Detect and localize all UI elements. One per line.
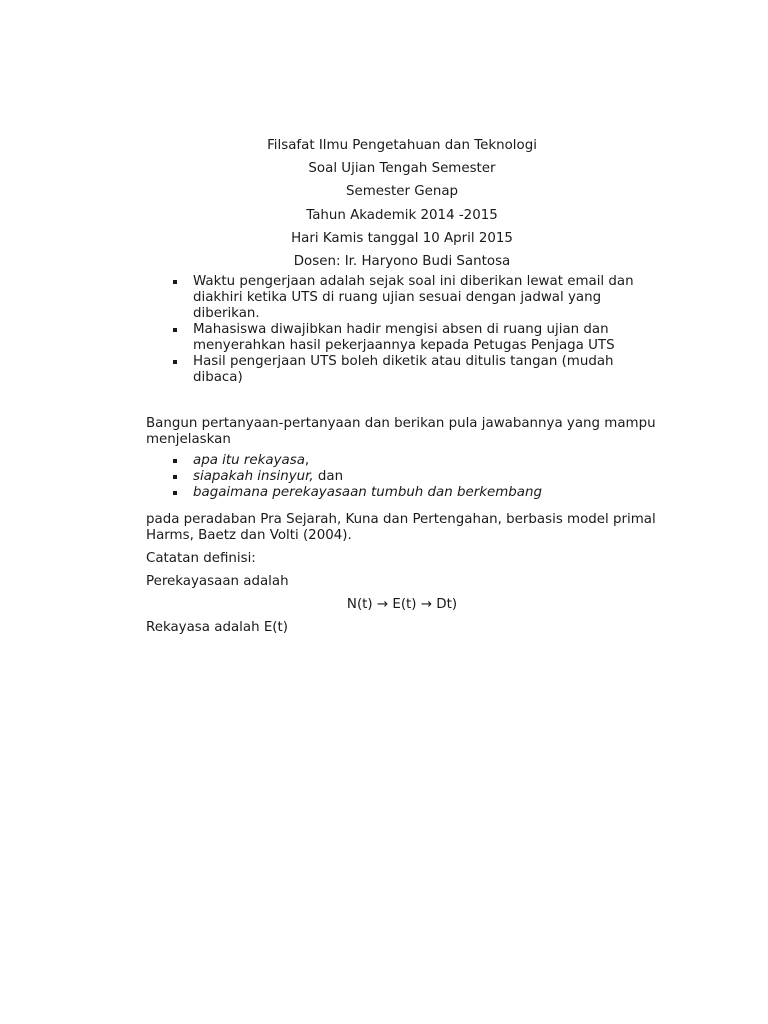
formula-line: N(t) → E(t) → Dt) bbox=[346, 597, 458, 612]
question-text: bagaimana perekayasaan tumbuh dan berkembang bbox=[193, 485, 542, 500]
exam-title: Soal Ujian Tengah Semester bbox=[308, 161, 496, 177]
question-suffix: dan bbox=[313, 469, 344, 484]
engineering-process-label: Perekayasaan adalah bbox=[146, 574, 289, 589]
question-item bbox=[146, 453, 666, 469]
question-suffix: , bbox=[304, 453, 310, 468]
question-list bbox=[146, 453, 666, 501]
question-item bbox=[146, 469, 666, 485]
rule-item bbox=[146, 274, 666, 322]
document-header bbox=[146, 136, 658, 275]
semester-line: Semester Genap bbox=[345, 184, 459, 200]
task-intro: Bangun pertanyaan-pertanyaan dan berikan pula jawabannya yang mampu menjelaskan bbox=[146, 416, 656, 447]
notes-heading: Catatan definisi: bbox=[146, 551, 256, 566]
question-item bbox=[146, 485, 666, 501]
rule-text: Mahasiswa diwajibkan hadir mengisi absen di ruang ujian dan menyerahkan hasil pekerjaannya kepada Petugas Penjaga UTS bbox=[193, 322, 615, 353]
exam-rules-list bbox=[146, 274, 666, 386]
question-text: siapakah insinyur, bbox=[193, 469, 314, 484]
rule-item bbox=[146, 322, 666, 354]
course-title: Filsafat Ilmu Pengetahuan dan Teknologi bbox=[267, 138, 537, 153]
rule-text: Hasil pengerjaan UTS boleh diketik atau ditulis tangan (mudah dibaca) bbox=[193, 354, 614, 385]
lecturer-line: Dosen: Ir. Haryono Budi Santosa bbox=[293, 253, 511, 269]
exam-date-line: Hari Kamis tanggal 10 April 2015 bbox=[291, 230, 513, 246]
task-context: pada peradaban Pra Sejarah, Kuna dan Pertengahan, berbasis model primal Harms, Baetz dan Volti (2004). bbox=[146, 512, 656, 543]
rule-item bbox=[146, 354, 666, 386]
rule-text: Waktu pengerjaan adalah sejak soal ini diberikan lewat email dan diakhiri ketika UTS di ruang ujian sesuai dengan jadwal yang diberikan. bbox=[193, 274, 634, 321]
academic-year-line: Tahun Akademik 2014 -2015 bbox=[306, 207, 498, 223]
question-text: apa itu rekayasa bbox=[193, 453, 305, 468]
engineering-definition: Rekayasa adalah E(t) bbox=[146, 620, 288, 635]
